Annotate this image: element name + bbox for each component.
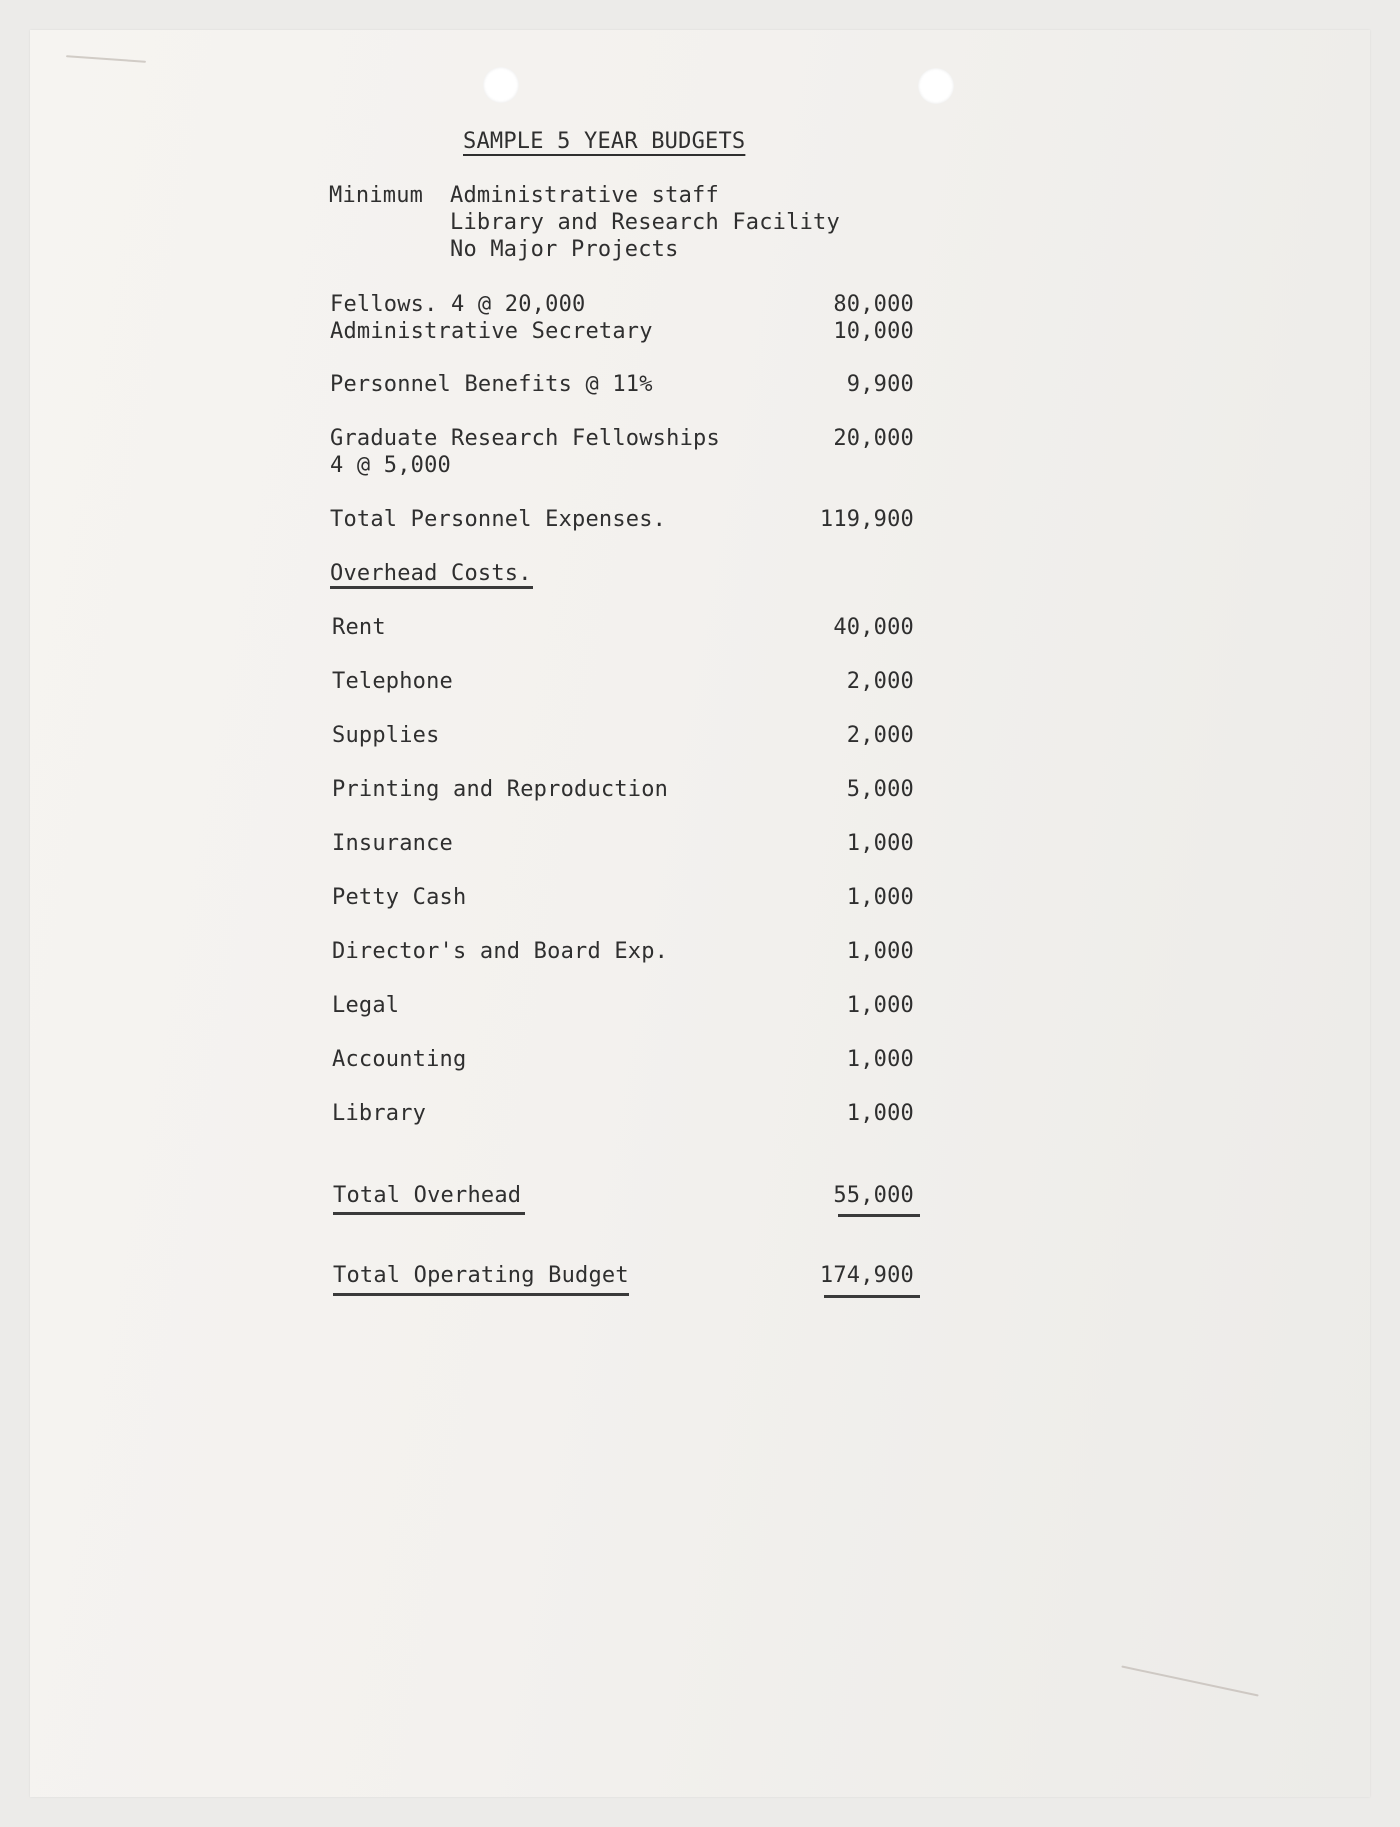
scenario-line: No Major Projects xyxy=(450,237,679,262)
total-overhead-amount: 55,000 xyxy=(833,1183,914,1208)
overhead-item-label: Printing and Reproduction xyxy=(332,777,669,802)
overhead-item-amount: 2,000 xyxy=(846,723,914,748)
secretary-label: Administrative Secretary xyxy=(330,319,653,344)
overhead-item-amount: 1,000 xyxy=(846,939,914,964)
overhead-item-label: Accounting xyxy=(332,1047,467,1072)
document-title: SAMPLE 5 YEAR BUDGETS xyxy=(463,129,746,154)
scenario-line: Library and Research Facility xyxy=(450,210,840,235)
total-operating-amount-underline xyxy=(824,1295,920,1298)
overhead-item-label: Supplies xyxy=(332,723,440,748)
overhead-item-amount: 2,000 xyxy=(846,669,914,694)
overhead-item-amount: 1,000 xyxy=(846,1101,914,1126)
overhead-item-label: Rent xyxy=(332,615,386,640)
total-overhead-underline xyxy=(333,1212,525,1215)
total-personnel-label: Total Personnel Expenses. xyxy=(330,507,667,532)
total-operating-label: Total Operating Budget xyxy=(333,1263,629,1288)
overhead-item-amount: 1,000 xyxy=(846,1047,914,1072)
fellows-label: Fellows. 4 @ 20,000 xyxy=(330,292,586,317)
grad-fellowships-amount: 20,000 xyxy=(833,426,914,451)
secretary-amount: 10,000 xyxy=(833,319,914,344)
overhead-item-label: Legal xyxy=(332,993,400,1018)
total-operating-underline xyxy=(333,1293,629,1296)
grad-fellowships-label: Graduate Research Fellowships xyxy=(330,426,720,451)
overhead-item-label: Director's and Board Exp. xyxy=(332,939,669,964)
overhead-heading: Overhead Costs. xyxy=(330,561,532,586)
benefits-amount: 9,900 xyxy=(846,372,914,397)
overhead-item-amount: 5,000 xyxy=(846,777,914,802)
total-personnel-amount: 119,900 xyxy=(819,507,914,532)
overhead-item-amount: 40,000 xyxy=(833,615,914,640)
grad-fellowships-detail: 4 @ 5,000 xyxy=(330,453,452,478)
overhead-item-amount: 1,000 xyxy=(846,831,914,856)
fellows-amount: 80,000 xyxy=(833,292,914,317)
overhead-item-label: Insurance xyxy=(332,831,454,856)
overhead-item-amount: 1,000 xyxy=(846,885,914,910)
benefits-label: Personnel Benefits @ 11% xyxy=(330,372,653,397)
scenario-line: Administrative staff xyxy=(450,183,719,208)
total-overhead-label: Total Overhead xyxy=(333,1183,522,1208)
overhead-item-label: Telephone xyxy=(332,669,454,694)
overhead-heading-underline xyxy=(330,586,533,589)
overhead-item-amount: 1,000 xyxy=(846,993,914,1018)
scenario-label: Minimum xyxy=(329,183,424,208)
total-operating-amount: 174,900 xyxy=(819,1263,914,1288)
total-overhead-amount-underline xyxy=(838,1214,920,1217)
overhead-item-label: Petty Cash xyxy=(332,885,467,910)
overhead-item-label: Library xyxy=(332,1101,427,1126)
